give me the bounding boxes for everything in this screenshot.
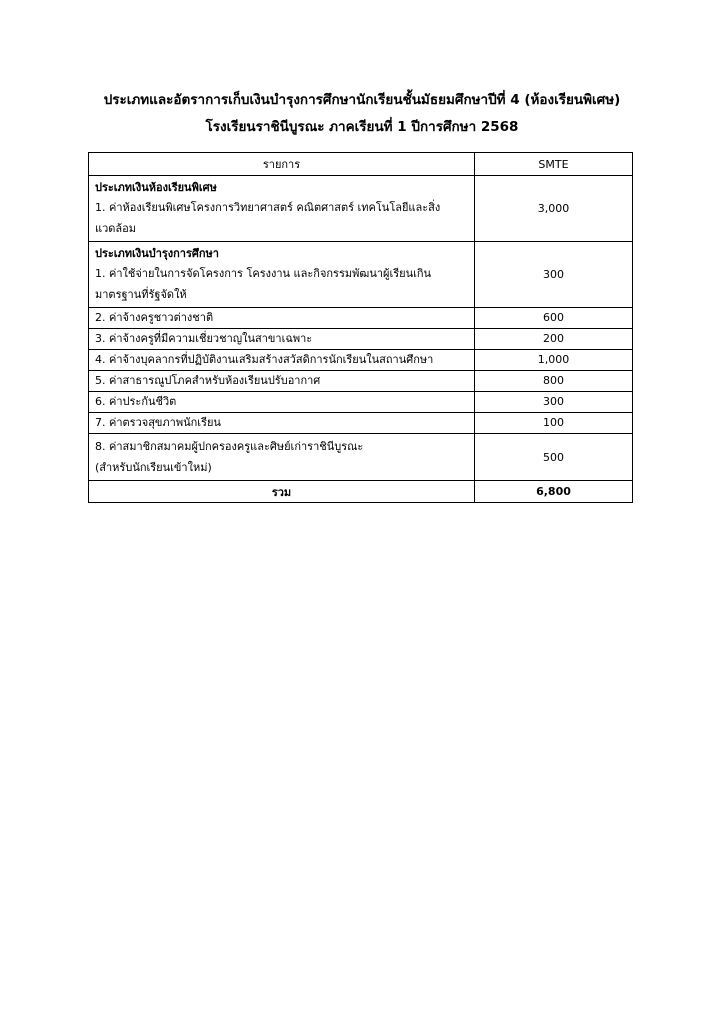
total-label: รวม xyxy=(89,481,475,503)
category-heading: ประเภทเงินบำรุงการศึกษา xyxy=(95,247,219,260)
table-cell-amount: 200 xyxy=(475,329,633,350)
item-label: 1. ค่าใช้จ่ายในการจัดโครงการ โครงงาน และกิจกรรมพัฒนาผู้เรียนเกินมาตรฐานที่รัฐจัดให้ xyxy=(95,267,432,301)
table-row xyxy=(89,371,633,392)
fee-table xyxy=(88,152,633,503)
table-cell-item: 5. ค่าสาธารณูปโภคสำหรับห้องเรียนปรับอากาศ xyxy=(89,371,475,392)
item-label: 1. ค่าห้องเรียนพิเศษโครงการวิทยาศาสตร์ คณิตศาสตร์ เทคโนโลยีและสิ่งแวดล้อม xyxy=(95,201,441,235)
document-subtitle: โรงเรียนราชินีบูรณะ ภาคเรียนที่ 1 ปีการศึกษา 2568 xyxy=(205,119,519,135)
table-cell-item xyxy=(89,434,475,481)
table-cell-amount: 600 xyxy=(475,308,633,329)
table-row xyxy=(89,176,633,242)
table-row xyxy=(89,242,633,308)
column-header-item: รายการ xyxy=(89,153,475,176)
table-cell-amount: 3,000 xyxy=(475,176,633,242)
table-row xyxy=(89,350,633,371)
table-cell-amount: 100 xyxy=(475,413,633,434)
item-label: 8. ค่าสมาชิกสมาคมผู้ปกครองครูและศิษย์เก่าราชินีบูรณะ xyxy=(95,440,364,453)
table-cell-amount: 800 xyxy=(475,371,633,392)
table-cell-amount: 1,000 xyxy=(475,350,633,371)
table-row xyxy=(89,413,633,434)
table-cell-item: 4. ค่าจ้างบุคลากรที่ปฏิบัติงานเสริมสร้างสวัสดิการนักเรียนในสถานศึกษา xyxy=(89,350,475,371)
table-cell-item: 2. ค่าจ้างครูชาวต่างชาติ xyxy=(89,308,475,329)
total-amount: 6,800 xyxy=(475,481,633,503)
table-header-row xyxy=(89,153,633,176)
table-row xyxy=(89,329,633,350)
item-note: (สำหรับนักเรียนเข้าใหม่) xyxy=(95,461,212,474)
total-row xyxy=(89,481,633,503)
table-row xyxy=(89,308,633,329)
table-cell-item: 3. ค่าจ้างครูที่มีความเชี่ยวชาญในสาขาเฉพาะ xyxy=(89,329,475,350)
table-cell-amount: 300 xyxy=(475,242,633,308)
table-row xyxy=(89,392,633,413)
table-cell-amount: 500 xyxy=(475,434,633,481)
table-cell-item xyxy=(89,242,475,308)
table-row xyxy=(89,434,633,481)
table-cell-item: 7. ค่าตรวจสุขภาพนักเรียน xyxy=(89,413,475,434)
table-cell-amount: 300 xyxy=(475,392,633,413)
table-cell-item: 6. ค่าประกันชีวิต xyxy=(89,392,475,413)
column-header-amount: SMTE xyxy=(475,153,633,176)
table-cell-item xyxy=(89,176,475,242)
category-heading: ประเภทเงินห้องเรียนพิเศษ xyxy=(95,181,217,194)
document-title: ประเภทและอัตราการเก็บเงินบำรุงการศึกษานักเรียนชั้นมัธยมศึกษาปีที่ 4 (ห้องเรียนพิเศษ) xyxy=(103,92,621,108)
